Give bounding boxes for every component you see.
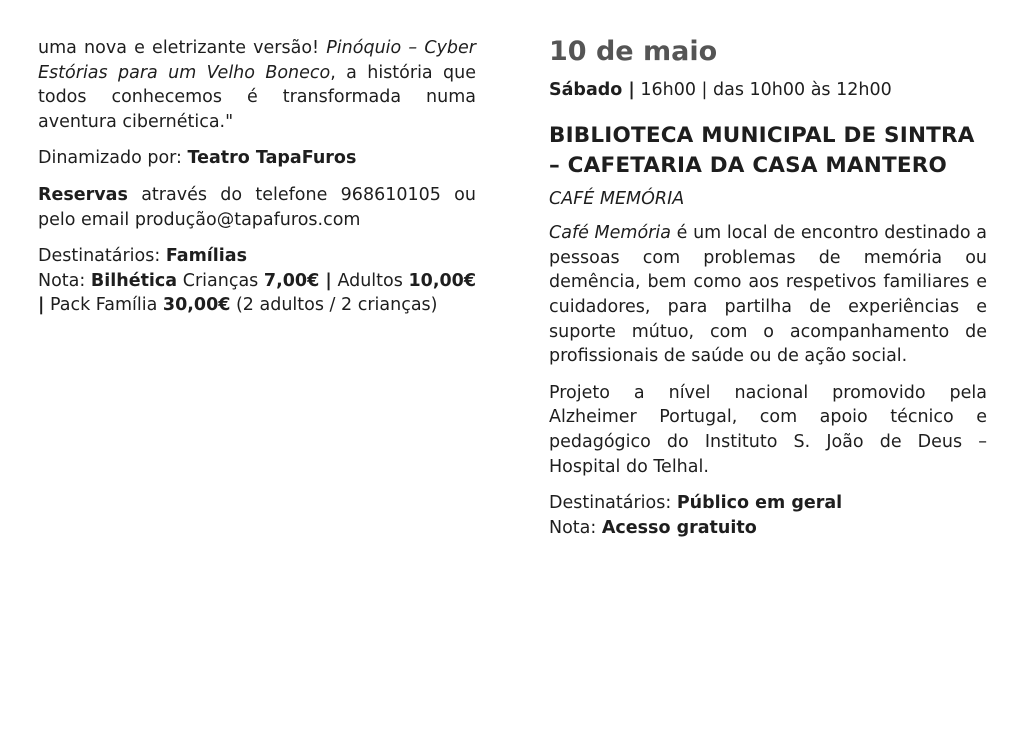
pricing-note bbox=[38, 269, 476, 318]
event-day: Sábado | bbox=[549, 80, 635, 100]
organizer-name: Teatro TapaFuros bbox=[187, 148, 357, 169]
audience-line-right bbox=[549, 491, 987, 516]
audience-label: Destinatários: bbox=[38, 246, 166, 267]
intro-text: uma nova e eletrizante versão! bbox=[38, 38, 327, 58]
reservations-text: através do telefone 968610105 ou pelo email produção@tapafuros.com bbox=[38, 184, 476, 230]
children-price: 7,00€ | bbox=[263, 270, 332, 291]
family-pack-label: Pack Família bbox=[44, 295, 163, 316]
description-text: é um local de encontro destinado a pessoas com problemas de memória ou demência, bem como aos respetivos familiares e cuidadores, para partilha de experiências e suporte mútuo, com o acompanhamento de profissionais de saúde ou de ação social. bbox=[549, 223, 987, 367]
note-line-right bbox=[549, 516, 987, 541]
project-paragraph: Projeto a nível nacional promovido pela Alzheimer Portugal, com apoio técnico e pedagógico do Instituto S. João de Deus – Hospital do Telhal. bbox=[549, 382, 987, 477]
event-name-italic: Café Memória bbox=[549, 223, 671, 244]
adults-label: Adultos bbox=[331, 270, 409, 291]
event-date: 10 de maio bbox=[549, 36, 718, 67]
organizer-label: Dinamizado por: bbox=[38, 148, 188, 169]
left-column bbox=[38, 36, 476, 318]
family-pack-price: 30,00€ bbox=[162, 295, 231, 316]
ticketing-label: Bilhética bbox=[90, 270, 178, 291]
adults-price: 10,00€ | bbox=[38, 270, 477, 316]
intro-text-end: , a história que todos conhecemos é transformada numa aventura cibernética." bbox=[38, 62, 476, 132]
event-venue-heading: BIBLIOTECA MUNICIPAL DE SINTRA – CAFETARIA DA CASA MANTERO bbox=[549, 122, 975, 178]
reservations-label: Reservas bbox=[38, 184, 128, 205]
note-label-right: Nota: bbox=[549, 517, 602, 538]
audience-value-right: Público em geral bbox=[676, 493, 843, 514]
event-subtitle: CAFÉ MEMÓRIA bbox=[549, 188, 685, 209]
right-column bbox=[549, 36, 987, 540]
show-title: Pinóquio – Cyber Estórias para um Velho Boneco bbox=[38, 38, 476, 83]
description-paragraph bbox=[549, 221, 987, 369]
intro-paragraph bbox=[38, 36, 476, 134]
audience-label-right: Destinatários: bbox=[549, 493, 677, 514]
event-schedule bbox=[549, 78, 987, 103]
audience-line bbox=[38, 244, 476, 269]
organizer-line bbox=[38, 146, 476, 171]
reservations-paragraph bbox=[38, 183, 476, 232]
audience-value: Famílias bbox=[165, 246, 248, 267]
note-label: Nota: bbox=[38, 270, 91, 291]
note-value-right: Acesso gratuito bbox=[601, 517, 757, 538]
event-time: 16h00 | das 10h00 às 12h00 bbox=[634, 80, 892, 100]
family-pack-note: (2 adultos / 2 crianças) bbox=[230, 295, 438, 316]
children-label: Crianças bbox=[177, 270, 264, 291]
